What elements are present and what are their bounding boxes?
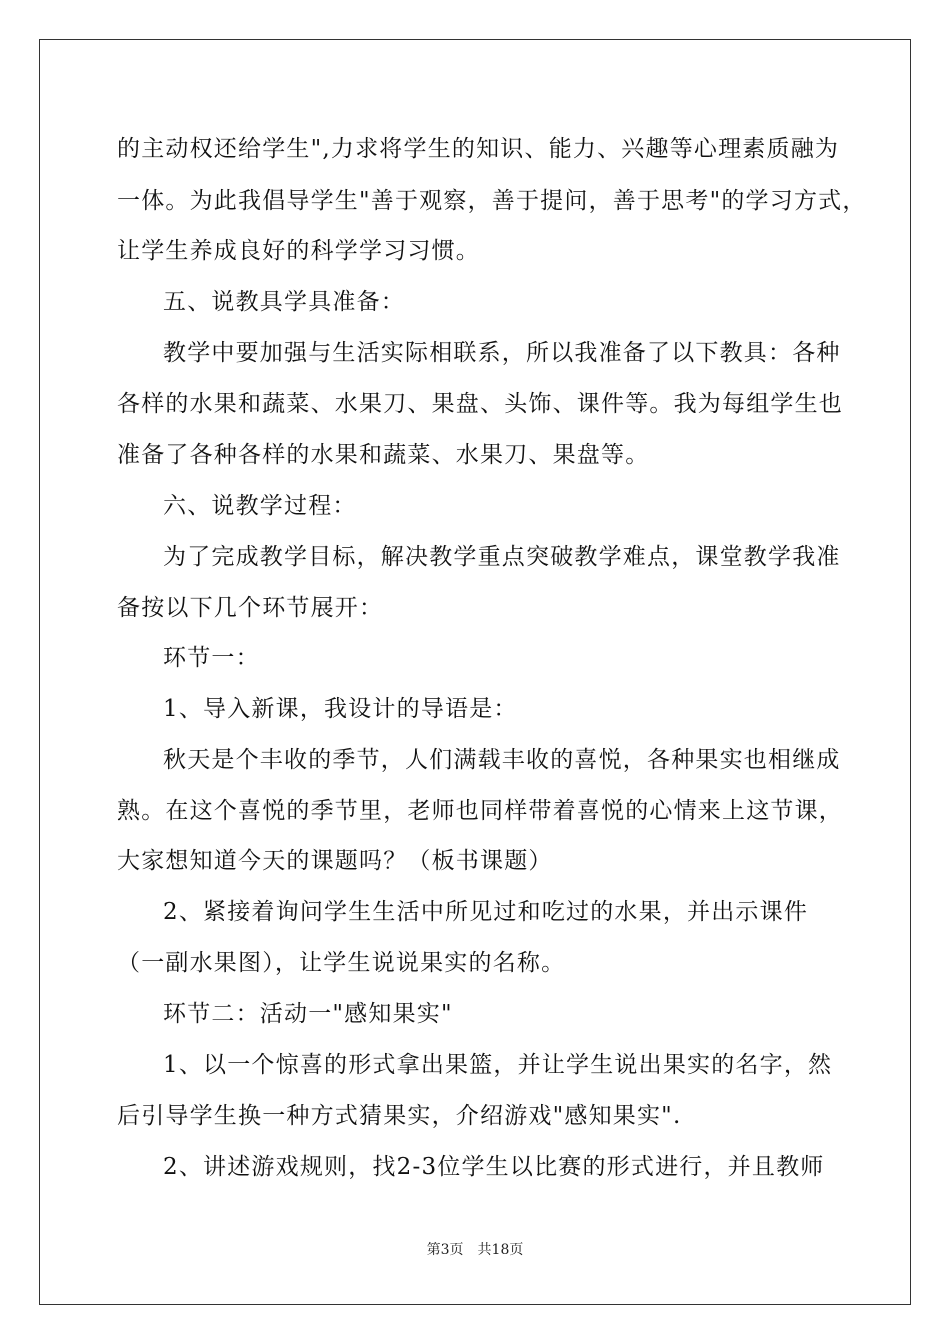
text-line: 一体。为此我倡导学生"善于观察，善于提问，善于思考"的学习方式， (117, 188, 867, 214)
text-line: 熟。在这个喜悦的季节里，老师也同样带着喜悦的心情来上这节课， (117, 798, 843, 824)
text-line: 准备了各种各样的水果和蔬菜、水果刀、果盘等。 (117, 442, 650, 468)
text-line: 各样的水果和蔬菜、水果刀、果盘、头饰、课件等。我为每组学生也 (117, 391, 843, 417)
text-line: 的主动权还给学生",力求将学生的知识、能力、兴趣等心理素质融为 (117, 136, 840, 162)
subheading: 环节二：活动一"感知果实" (163, 1001, 453, 1027)
text-line: 为了完成教学目标，解决教学重点突破教学难点，课堂教学我准 (163, 544, 841, 570)
text-line: （一副水果图），让学生说说果实的名称。 (117, 950, 566, 976)
text-line: 1、以一个惊喜的形式拿出果篮，并让学生说出果实的名字，然 (163, 1052, 833, 1078)
text-line: 备按以下几个环节展开： (117, 595, 384, 621)
text-line: 2、讲述游戏规则，找2-3位学生以比赛的形式进行，并且教师 (163, 1154, 825, 1180)
text-line: 2、紧接着询问学生生活中所见过和吃过的水果，并出示课件 (163, 899, 809, 925)
text-line: 秋天是个丰收的季节，人们满载丰收的喜悦，各种果实也相继成 (163, 747, 841, 773)
text-line: 后引导学生换一种方式猜果实，介绍游戏"感知果实". (117, 1103, 682, 1129)
section-heading: 六、说教学过程： (163, 493, 357, 519)
text-line: 让学生养成良好的科学学习习惯。 (117, 238, 480, 264)
subheading: 环节一： (163, 645, 260, 671)
text-line: 大家想知道今天的课题吗？（板书课题） (117, 848, 553, 874)
text-line: 教学中要加强与生活实际相联系，所以我准备了以下教具：各种 (163, 340, 841, 366)
page-number: 第3页 共18页 (426, 1242, 524, 1258)
section-heading: 五、说教具学具准备： (163, 289, 405, 315)
text-line: 1、导入新课，我设计的导语是： (163, 696, 518, 722)
